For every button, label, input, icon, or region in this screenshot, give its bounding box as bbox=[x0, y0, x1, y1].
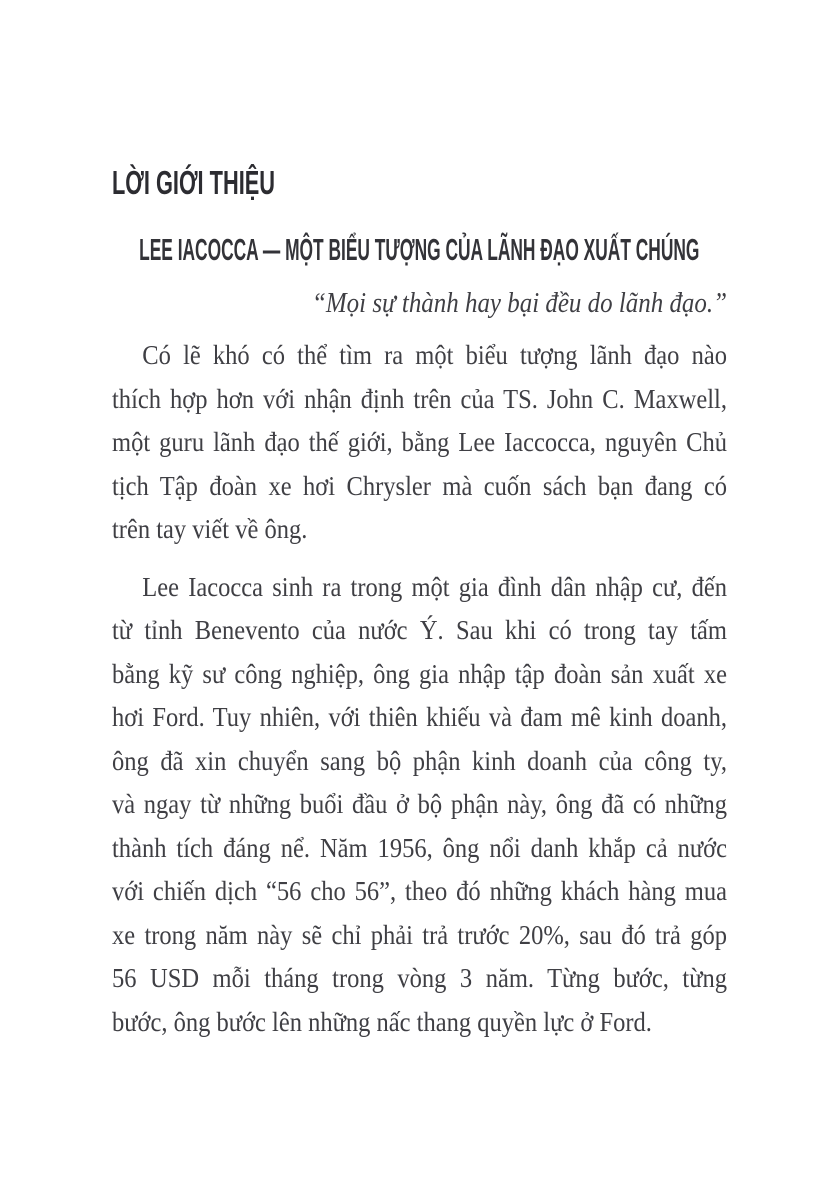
chapter-subtitle: LEE IACOCCA — MỘT BIỂU TƯỢNG CỦA LÃNH ĐẠO XUẤT CHÚNG bbox=[139, 232, 700, 267]
text-line: từ tỉnh Benevento của nước Ý. Sau khi có trong tay tấm bbox=[112, 614, 727, 645]
text-line: một guru lãnh đạo thế giới, bằng Lee Iaccocca, nguyên Chủ bbox=[112, 426, 727, 457]
chapter-subtitle-row bbox=[112, 234, 727, 265]
paragraph bbox=[112, 565, 727, 1044]
text-line: bằng kỹ sư công nghiệp, ông gia nhập tập đoàn sản xuất xe bbox=[112, 657, 727, 689]
text-line: và ngay từ những buổi đầu ở bộ phận này, ông đã có những bbox=[112, 788, 727, 819]
epigraph-quote: “Mọi sự thành hay bại đều do lãnh đạo.” bbox=[311, 288, 727, 319]
text-line: ông đã xin chuyển sang bộ phận kinh doanh của công ty, bbox=[112, 744, 727, 776]
text-line: với chiến dịch “56 cho 56”, theo đó những khách hàng mua bbox=[112, 875, 727, 906]
text-line: Lee Iacocca sinh ra trong một gia đình dân nhập cư, đến bbox=[142, 570, 727, 602]
text-line: thích hợp hơn với nhận định trên của TS. John C. Maxwell, bbox=[112, 382, 727, 414]
text-line: trên tay viết về ông. bbox=[112, 513, 308, 544]
body-text bbox=[112, 333, 727, 1043]
chapter-title: LỜI GIỚI THIỆU bbox=[112, 164, 275, 201]
text-line: tịch Tập đoàn xe hơi Chrysler mà cuốn sách bạn đang có bbox=[112, 469, 727, 501]
paragraph bbox=[112, 333, 727, 551]
text-line: thành tích đáng nể. Năm 1956, ông nổi danh khắp cả nước bbox=[112, 831, 727, 863]
text-line: xe trong năm này sẽ chỉ phải trả trước 20%, sau đó trả góp bbox=[112, 918, 727, 950]
text-line: 56 USD mỗi tháng trong vòng 3 năm. Từng bước, từng bbox=[112, 962, 727, 993]
text-line: bước, ông bước lên những nấc thang quyền lực ở Ford. bbox=[112, 1005, 652, 1037]
text-line: Có lẽ khó có thể tìm ra một biểu tượng lãnh đạo nào bbox=[142, 339, 727, 370]
text-line: hơi Ford. Tuy nhiên, với thiên khiếu và đam mê kinh doanh, bbox=[112, 701, 727, 732]
